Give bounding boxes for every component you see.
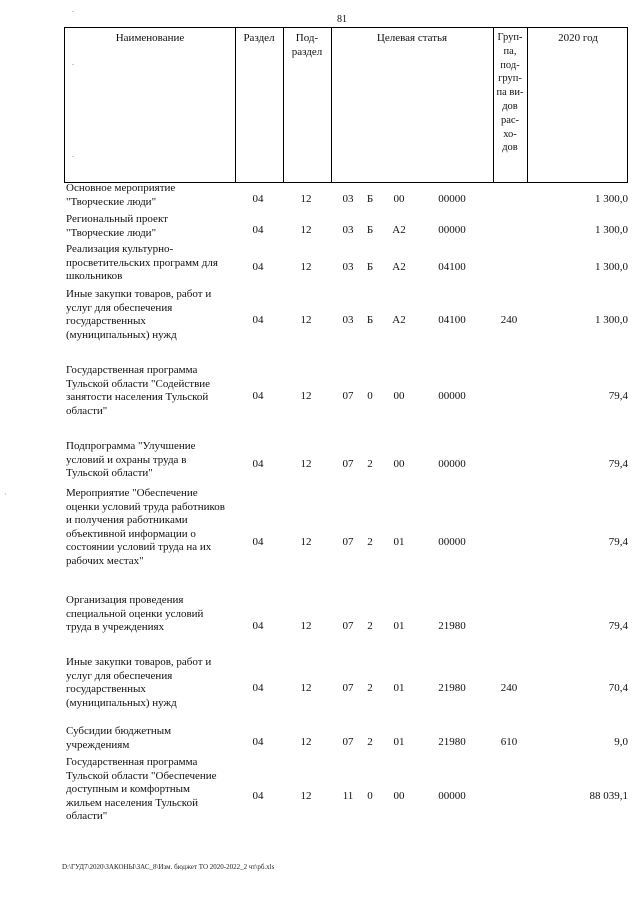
cell-c1: 07 bbox=[342, 736, 354, 748]
cell-c4: 00000 bbox=[438, 390, 466, 402]
cell-c4: 04100 bbox=[438, 261, 466, 273]
cell-amount: 1 300,0 bbox=[595, 261, 628, 273]
cell-c3: 00 bbox=[393, 458, 405, 470]
cell-c2: 2 bbox=[367, 458, 373, 470]
cell-razdel: 04 bbox=[252, 736, 264, 748]
row-name: Подпрограмма "Улучшение условий и охраны труда в Тульской области" bbox=[66, 440, 196, 480]
cell-amount: 79,4 bbox=[608, 536, 628, 548]
cell-c4: 21980 bbox=[438, 620, 466, 632]
cell-amount: 79,4 bbox=[608, 390, 628, 402]
table-row bbox=[64, 725, 628, 755]
row-name: Организация проведения специальной оценки условий труда в учреждениях bbox=[66, 594, 204, 634]
scan-speck: ⸳ bbox=[72, 6, 75, 15]
page-number: 81 bbox=[337, 14, 347, 25]
cell-c1: 03 bbox=[342, 314, 354, 326]
cell-c3: 01 bbox=[393, 620, 405, 632]
header-target-article: Целевая статья bbox=[376, 32, 448, 44]
scan-speck: ⸳ bbox=[72, 59, 75, 68]
row-name: Иные закупки товаров, работ и услуг для обеспечения государственных (муниципальных) нужд bbox=[66, 288, 212, 341]
cell-podrazdel: 12 bbox=[300, 193, 312, 205]
cell-c2: 2 bbox=[367, 736, 373, 748]
cell-c2: Б bbox=[366, 314, 374, 326]
cell-c3: А2 bbox=[392, 314, 406, 326]
cell-vr: 610 bbox=[500, 736, 518, 748]
cell-podrazdel: 12 bbox=[300, 682, 312, 694]
cell-razdel: 04 bbox=[252, 390, 264, 402]
row-name: Мероприятие "Обеспечение оценки условий труда работников и получения работниками объективной информации о состоянии условий труда на их рабочих местах" bbox=[66, 487, 225, 567]
cell-c1: 03 bbox=[342, 261, 354, 273]
header-expense-group: Груп- па, под- груп- па ви- дов рас- хо- дов bbox=[496, 32, 524, 154]
table-row bbox=[64, 213, 628, 243]
row-name: Реализация культурно-просветительских программ для школьников bbox=[66, 243, 218, 283]
table-row bbox=[64, 594, 628, 654]
cell-c2: Б bbox=[366, 193, 374, 205]
cell-c3: 00 bbox=[393, 390, 405, 402]
cell-c1: 07 bbox=[342, 620, 354, 632]
row-name: Субсидии бюджетным учреждениям bbox=[66, 725, 172, 751]
cell-c4: 00000 bbox=[438, 224, 466, 236]
cell-razdel: 04 bbox=[252, 620, 264, 632]
cell-vr: 240 bbox=[500, 682, 518, 694]
table-row bbox=[64, 243, 628, 287]
cell-c2: 0 bbox=[367, 390, 373, 402]
table-row bbox=[64, 656, 628, 716]
row-name: Иные закупки товаров, работ и услуг для обеспечения государственных (муниципальных) нужд bbox=[66, 656, 212, 709]
row-name: Государственная программа Тульской области "Содействие занятости населения Тульской области" bbox=[66, 364, 211, 417]
cell-podrazdel: 12 bbox=[300, 458, 312, 470]
cell-c3: 01 bbox=[393, 736, 405, 748]
table-row bbox=[64, 364, 628, 424]
cell-razdel: 04 bbox=[252, 536, 264, 548]
table-row bbox=[64, 288, 628, 348]
cell-c3: А2 bbox=[392, 261, 406, 273]
cell-podrazdel: 12 bbox=[300, 224, 312, 236]
cell-razdel: 04 bbox=[252, 790, 264, 802]
cell-c2: Б bbox=[366, 224, 374, 236]
table-header bbox=[64, 27, 628, 183]
cell-c1: 07 bbox=[342, 536, 354, 548]
cell-c4: 00000 bbox=[438, 790, 466, 802]
file-path-footer: D:\ГУД7\2020\ЗАКОНЫ\ЗАС_8\Изм. бюджет ТО 2020-2022_2 чт\рб.xls bbox=[62, 863, 275, 871]
cell-c4: 00000 bbox=[438, 193, 466, 205]
cell-razdel: 04 bbox=[252, 314, 264, 326]
cell-podrazdel: 12 bbox=[300, 536, 312, 548]
cell-c4: 21980 bbox=[438, 736, 466, 748]
cell-amount: 9,0 bbox=[614, 736, 628, 748]
cell-amount: 1 300,0 bbox=[595, 314, 628, 326]
cell-podrazdel: 12 bbox=[300, 790, 312, 802]
cell-podrazdel: 12 bbox=[300, 261, 312, 273]
cell-c2: 2 bbox=[367, 620, 373, 632]
cell-c1: 07 bbox=[342, 390, 354, 402]
divider bbox=[235, 28, 236, 182]
cell-razdel: 04 bbox=[252, 193, 264, 205]
scan-speck: · bbox=[4, 490, 7, 499]
cell-razdel: 04 bbox=[252, 224, 264, 236]
row-name: Региональный проект "Творческие люди" bbox=[66, 213, 168, 239]
cell-c4: 21980 bbox=[438, 682, 466, 694]
cell-podrazdel: 12 bbox=[300, 736, 312, 748]
cell-podrazdel: 12 bbox=[300, 314, 312, 326]
cell-c3: 00 bbox=[393, 790, 405, 802]
cell-c3: 01 bbox=[393, 682, 405, 694]
cell-c2: 0 bbox=[367, 790, 373, 802]
cell-c1: 03 bbox=[342, 224, 354, 236]
table-row bbox=[64, 487, 628, 593]
cell-c4: 00000 bbox=[438, 536, 466, 548]
scan-speck: ⸳ bbox=[72, 151, 75, 160]
cell-c2: 2 bbox=[367, 536, 373, 548]
cell-amount: 88 039,1 bbox=[589, 790, 628, 802]
divider bbox=[331, 28, 332, 182]
cell-amount: 1 300,0 bbox=[595, 193, 628, 205]
cell-vr: 240 bbox=[500, 314, 518, 326]
cell-c4: 04100 bbox=[438, 314, 466, 326]
cell-c3: 01 bbox=[393, 536, 405, 548]
cell-c2: Б bbox=[366, 261, 374, 273]
cell-amount: 70,4 bbox=[608, 682, 628, 694]
cell-podrazdel: 12 bbox=[300, 620, 312, 632]
header-year: 2020 год bbox=[558, 32, 598, 44]
cell-c1: 07 bbox=[342, 682, 354, 694]
cell-c2: 2 bbox=[367, 682, 373, 694]
header-section: Раздел bbox=[243, 32, 275, 44]
cell-c1: 07 bbox=[342, 458, 354, 470]
table-row bbox=[64, 756, 628, 832]
cell-c3: 00 bbox=[393, 193, 405, 205]
cell-razdel: 04 bbox=[252, 261, 264, 273]
header-subsection: Под- раздел bbox=[291, 32, 323, 58]
row-name: Основное мероприятие "Творческие люди" bbox=[66, 182, 176, 208]
cell-c4: 00000 bbox=[438, 458, 466, 470]
header-name: Наименование bbox=[115, 32, 185, 44]
cell-c1: 03 bbox=[342, 193, 354, 205]
cell-amount: 79,4 bbox=[608, 620, 628, 632]
table-row bbox=[64, 440, 628, 484]
cell-razdel: 04 bbox=[252, 682, 264, 694]
cell-c3: А2 bbox=[392, 224, 406, 236]
cell-razdel: 04 bbox=[252, 458, 264, 470]
row-name: Государственная программа Тульской области "Обеспечение доступным и комфортным жильем населения Тульской области" bbox=[66, 756, 217, 823]
table-row bbox=[64, 182, 628, 212]
cell-c1: 11 bbox=[342, 790, 354, 802]
cell-amount: 79,4 bbox=[608, 458, 628, 470]
divider bbox=[527, 28, 528, 182]
cell-podrazdel: 12 bbox=[300, 390, 312, 402]
cell-amount: 1 300,0 bbox=[595, 224, 628, 236]
